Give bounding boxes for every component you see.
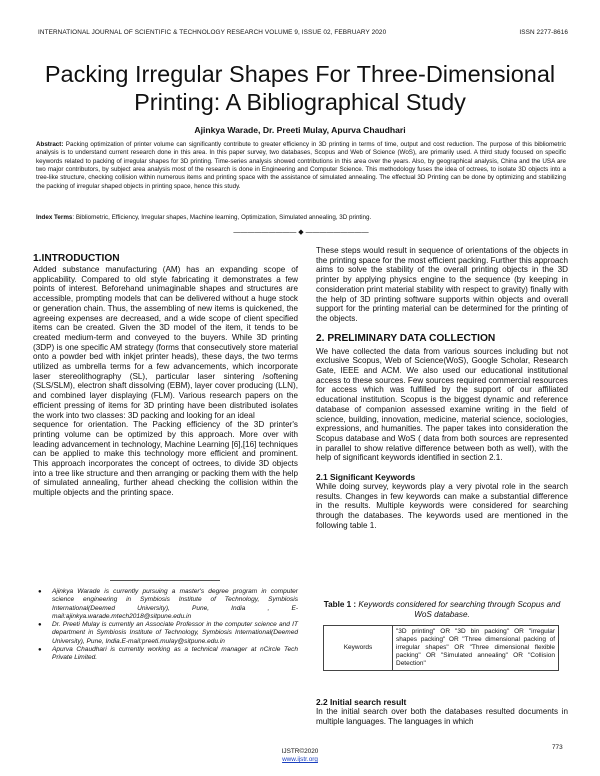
footnotes xyxy=(38,588,298,663)
table-caption xyxy=(316,600,568,619)
data-collection-paragraph: We have collected the data from various sources including but not exclusive Scopus, Web of Science(WoS), Google Scholar, Research Gate, IEEE and ACM. We also used our educational institutional access to these sources. Few sources required commercial resources for access which was fulfilled by the support of our affiliated educational institution. Scopus is the biggest dynamic and reference database of companion assessed examine writing in the field of science, building, innovation, medicine, material science, sociologies, expressions, and humanities. The paper takes into consideration the Scopus database and WoS ( data from both sources are represented in parallel to show relative difference between both as well), with the help of significant keywords identified in section 2.1. xyxy=(316,346,568,463)
bullet-icon: ● xyxy=(38,589,42,595)
table-row xyxy=(324,626,559,671)
footnote-rule xyxy=(110,580,220,581)
abstract-label: Abstract: xyxy=(36,141,64,148)
footnote-item: ● Ajinkya Warade is currently pursuing a master's degree program in computer science engineering in Symbiosis Institute of Technology, Symbiosis International(Deemed University), Pune, India , E-mail:ajinkya.warade.mtech2018@sitpune.edu.in xyxy=(38,588,298,620)
journal-name: INTERNATIONAL JOURNAL OF SCIENTIFIC & TECHNOLOGY RESEARCH VOLUME 9, ISSUE 02, FEBRUARY 2020 xyxy=(38,29,387,36)
introduction-heading: 1.INTRODUCTION xyxy=(33,253,120,264)
title-line-2: Printing: A Bibliographical Study xyxy=(134,89,466,115)
table-key-cell: Keywords xyxy=(324,626,393,671)
table-caption-label: Table 1 : xyxy=(323,600,357,609)
intro-paragraph-2: sequence for orientation. The Packing efficiency of the 3D printer's printing volume can be optimized by this approach. More over with leading advancement in technology, Machine Learning [6],[16] techniques can be applied to make this technology more efficient and prominent. This approach incorporates the concept of octrees, to divide 3D objects into a tree like structure and then arranging or packing them with the help of simulated annealing, further ahead checking the collision within the multiple objects and the printing space. xyxy=(33,420,298,498)
initial-search-paragraph: In the initial search over both the databases resulted documents in multiple languages. The languages in which xyxy=(316,707,568,726)
section-divider: ————————— ◆ ————————— xyxy=(233,229,369,236)
issn: ISSN 2277-8616 xyxy=(519,29,568,36)
footnote-item: ● Dr. Preeti Mulay is currently an Associate Professor in the computer science and IT department in Symbiosis Institute of Technology, Symbiosis International(Deemed University), Pune, India.E-mail:preeti.mulay@sitpune.edu.in xyxy=(38,621,298,645)
table-value-cell: "3D printing" OR "3D bin packing" OR "irregular shapes packing" OR "Three dimensional packing of irregular shapes" OR "Three dimensional flexible packing" OR "Simulated annealing" OR "Collision Detection" xyxy=(393,626,559,671)
left-column xyxy=(33,253,298,498)
index-terms-label: Index Terms xyxy=(36,214,73,221)
initial-search-heading: 2.2 Initial search result xyxy=(316,697,407,707)
index-terms-text: : Bibliometric, Efficiency, Irregular shapes, Machine learning, Optimization, Simulated annealing, 3D printing. xyxy=(72,214,372,221)
bullet-icon: ● xyxy=(38,622,42,629)
abstract-text: Packing optimization of printer volume can significantly contribute to greater efficiency in 3D printing in terms of time, output and cost reduction. The purpose of this bibliometric analysis is to understand current research done in this area. In this paper survey, two databases, Scopus and Web of Science (WoS), are primarily used. A third study focused on specific keywords related to packing of irregular shapes for 3D printing. Time-series analysis showed contributions in this area over the years. Also, by geographical analysis, China and the USA are two major contributors, by subject area analysis most of the research is done in Engineering and Computer Science. This methodology fuses the idea of octrees, to isolate 3D objects into a tree-like structure, checking collision within numerous items and printing space with the assistance of simulated annealing. The effectual 3D Printing can be done by optimizing and stabilizing the packing of irregular shaped objects in printing space, hence this study. xyxy=(36,141,566,190)
footer-url-link[interactable]: www.ijstr.org xyxy=(282,756,318,763)
index-terms xyxy=(36,214,566,222)
footnote-item: ● Apurva Chaudhari is currently working as a technical manager at nCircle Tech Private Limited. xyxy=(38,646,298,662)
keywords-table xyxy=(323,625,559,671)
running-header xyxy=(38,29,568,36)
intro-paragraph-1: Added substance manufacturing (AM) has an expanding scope of applicability. Compared to old style fabricating it demonstrates a few points of interest. Beforehand unimaginable shapes and structures are accessible, prompting models that can be delivered without a huge stock or generation chain. Thus, the assembling of new items is quickened, the agreeing expenses are decreased, and a wide scope of client specified items can be created. Given the 3D model of the item, it tends to be created medium-term and conveyed to the buyers. While 3D printing (3DP) is one specific AM strategy (forms that consecutively store material onto a powder bed with inkjet printer heads), these days, the two terms utilized as umbrella terms for a few advancements, which incorporate laser stereolithography (SL), particular laser sintering /softening (SLS/SLM), electron shaft dissolving (EBM), layer cover producing (LLN), and combined layer displaying (FLM). Various research papers on the efficient pressing of items for 3D printing have been distributed isolates the work into two classes: 3D packing and looking for an ideal xyxy=(33,265,298,420)
table-caption-text: Keywords considered for searching through Scopus and WoS database. xyxy=(356,600,561,619)
continuation-paragraph: These steps would result in sequence of orientations of the objects in the printing space for the most efficient packing. Further this approach aims to solve the stability of the overall printing objects in the 3D printer by applying physics engine to the sequence (by keeping in consideration print material stability with respect to gravity) finally with the help of 3D printing software supports within objects and overall support for the printing material can be determined for the printing of the objects. xyxy=(316,246,568,323)
abstract xyxy=(36,141,566,191)
authors: Ajinkya Warade, Dr. Preeti Mulay, Apurva Chaudhari xyxy=(194,125,406,135)
initial-search-section xyxy=(316,697,568,726)
footer-org: IJSTR©2020 xyxy=(281,748,319,755)
data-collection-heading: 2. PRELIMINARY DATA COLLECTION xyxy=(316,332,496,344)
title-line-1: Packing Irregular Shapes For Three-Dimensional xyxy=(44,61,556,87)
page-footer xyxy=(0,748,600,764)
paper-title xyxy=(30,60,570,116)
keywords-paragraph: While doing survey, keywords play a very pivotal role in the search results. Changes in few keywords can make a substantial difference in the results. Multiple keywords were considered for searching through the databases. The keywords used are mentioned in the following table 1. xyxy=(316,482,568,530)
bullet-icon: ● xyxy=(38,647,42,654)
right-column xyxy=(316,246,568,531)
keywords-heading: 2.1 Significant Keywords xyxy=(316,472,416,483)
page-number: 773 xyxy=(552,744,563,751)
